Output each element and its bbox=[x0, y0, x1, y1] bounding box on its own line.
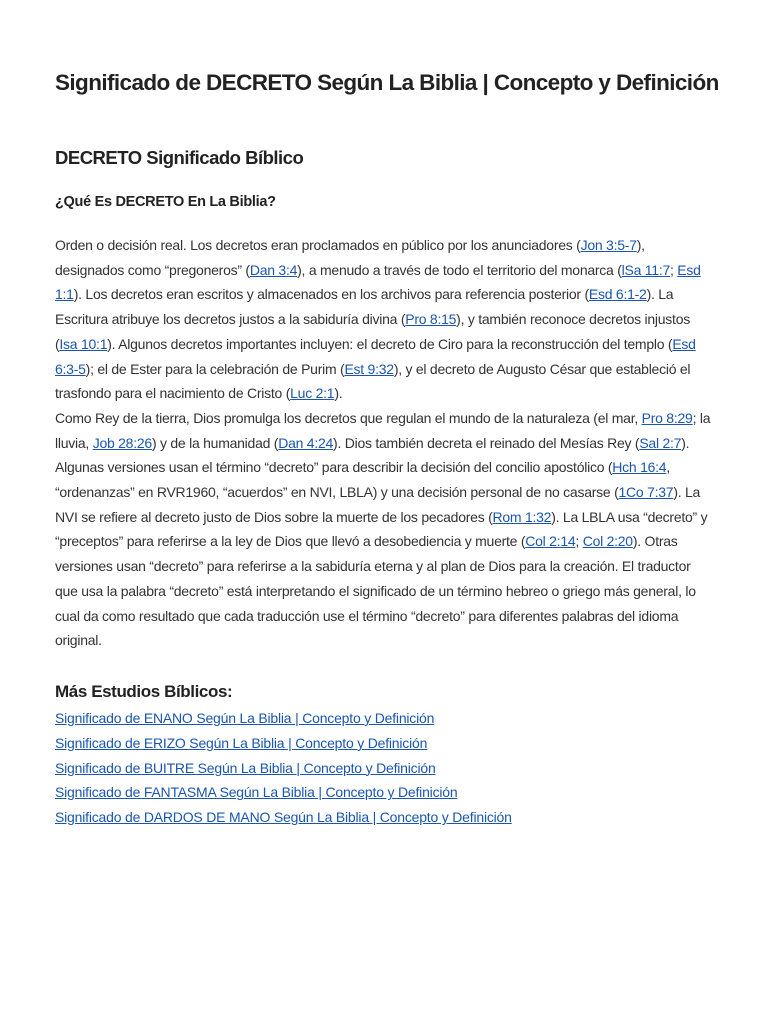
list-item bbox=[55, 731, 712, 756]
bible-ref-link[interactable]: lSa 11:7 bbox=[621, 261, 670, 278]
related-study-link[interactable]: Significado de ERIZO Según La Biblia | Concepto y Definición bbox=[55, 734, 428, 751]
bible-ref-link[interactable]: Hch 16:4 bbox=[612, 459, 667, 476]
related-study-link[interactable]: Significado de FANTASMA Según La Biblia | Concepto y Definición bbox=[55, 784, 458, 801]
list-item bbox=[55, 780, 712, 805]
text: ; la lluvia, bbox=[55, 409, 711, 451]
text: ). La NVI se refiere al decreto justo de Dios sobre la muerte de los pecadores ( bbox=[55, 484, 701, 525]
related-study-link[interactable]: Significado de DARDOS DE MANO Según La Biblia | Concepto y Definición bbox=[55, 809, 512, 826]
more-studies-list bbox=[55, 706, 712, 830]
bible-ref-link[interactable]: Dan 4:24 bbox=[278, 434, 334, 451]
bible-ref-link[interactable]: Esd 6:3-5 bbox=[55, 335, 696, 377]
question-heading: ¿Qué Es DECRETO En La Biblia? bbox=[55, 194, 276, 210]
text: ), y también reconoce decretos injustos ( bbox=[55, 311, 690, 352]
text: ). La LBLA usa “decreto” y “preceptos” para referirse a la ley de Dios que llevó a desobediencia y muerte ( bbox=[55, 508, 708, 550]
bible-ref-link[interactable]: Sal 2:7 bbox=[639, 434, 682, 451]
text: ). Los decretos eran escritos y almacenados en los archivos para referencia posterior ( bbox=[73, 286, 589, 303]
bible-ref-link[interactable]: Esd 6:1-2 bbox=[588, 286, 647, 303]
related-study-link[interactable]: Significado de BUITRE Según La Biblia | Concepto y Definición bbox=[55, 759, 436, 776]
text: ), designados como “pregoneros” ( bbox=[55, 237, 645, 278]
text: , “ordenanzas” en RVR1960, “acuerdos” en NVI, LBLA) y una decisión personal de no casarse ( bbox=[55, 459, 670, 501]
definition-body bbox=[55, 233, 715, 653]
bible-ref-link[interactable]: Pro 8:15 bbox=[405, 311, 457, 328]
list-item bbox=[55, 706, 712, 731]
bible-ref-link[interactable]: Col 2:14 bbox=[525, 533, 576, 550]
related-study-link[interactable]: Significado de ENANO Según La Biblia | Concepto y Definición bbox=[55, 709, 435, 726]
text: ), a menudo a través de todo el territorio del monarca ( bbox=[297, 261, 622, 278]
bible-ref-link[interactable]: Jon 3:5-7 bbox=[580, 237, 637, 253]
bible-ref-link[interactable]: Col 2:20 bbox=[582, 533, 633, 550]
text: ) y de la humanidad ( bbox=[151, 434, 279, 451]
text: ; bbox=[575, 533, 583, 550]
bible-ref-link[interactable]: Job 28:26 bbox=[92, 434, 152, 451]
bible-ref-link[interactable]: Esd 1:1 bbox=[55, 261, 701, 303]
text: ). Dios también decreta el reinado del Mesías Rey ( bbox=[333, 434, 640, 451]
bible-ref-link[interactable]: Luc 2:1 bbox=[290, 385, 335, 402]
text: ). bbox=[681, 434, 690, 451]
text: Algunas versiones usan el término “decreto” para describir la decisión del concilio apostólico ( bbox=[55, 459, 613, 476]
list-item bbox=[55, 756, 712, 781]
section-title: DECRETO Significado Bíblico bbox=[55, 147, 304, 168]
bible-ref-link[interactable]: Dan 3:4 bbox=[249, 261, 298, 278]
paragraph-2 bbox=[55, 406, 715, 455]
paragraph-1 bbox=[55, 233, 715, 406]
bible-ref-link[interactable]: Pro 8:29 bbox=[641, 409, 693, 426]
bible-ref-link[interactable]: 1Co 7:37 bbox=[618, 484, 674, 501]
text: ). La Escritura atribuye los decretos justos a la sabiduría divina ( bbox=[55, 286, 674, 328]
bible-ref-link[interactable]: Est 9:32 bbox=[344, 360, 394, 377]
page-title: Significado de DECRETO Según La Biblia | Concepto y Definición bbox=[55, 70, 719, 95]
text: ); el de Ester para la celebración de Purim ( bbox=[85, 360, 345, 377]
paragraph-3 bbox=[55, 455, 715, 653]
text: ). Otras versiones usan “decreto” para referirse a la sabiduría eterna y al plan de Dios para la creación. El traductor que usa la palabra “decreto” está interpretando el significado de un término hebreo o griego más general, lo cual da como resultado que cada traducción use el término “decreto” para diferentes palabras del idioma original. bbox=[55, 533, 696, 649]
text: ). bbox=[334, 385, 343, 402]
more-studies-title: Más Estudios Bíblicos: bbox=[55, 681, 233, 701]
text: ; bbox=[670, 261, 678, 278]
text: Como Rey de la tierra, Dios promulga los decretos que regulan el mundo de la naturaleza (el mar, bbox=[55, 409, 642, 426]
list-item bbox=[55, 805, 712, 830]
text: ). Algunos decretos importantes incluyen: el decreto de Ciro para la reconstrucción del templo ( bbox=[107, 335, 673, 352]
text: Orden o decisión real. Los decretos eran proclamados en público por los anunciadores ( bbox=[55, 237, 581, 253]
text: ), y el decreto de Augusto César que estableció el trasfondo para el nacimiento de Cristo ( bbox=[55, 360, 691, 402]
bible-ref-link[interactable]: Rom 1:32 bbox=[492, 508, 552, 525]
bible-ref-link[interactable]: Isa 10:1 bbox=[59, 335, 108, 352]
